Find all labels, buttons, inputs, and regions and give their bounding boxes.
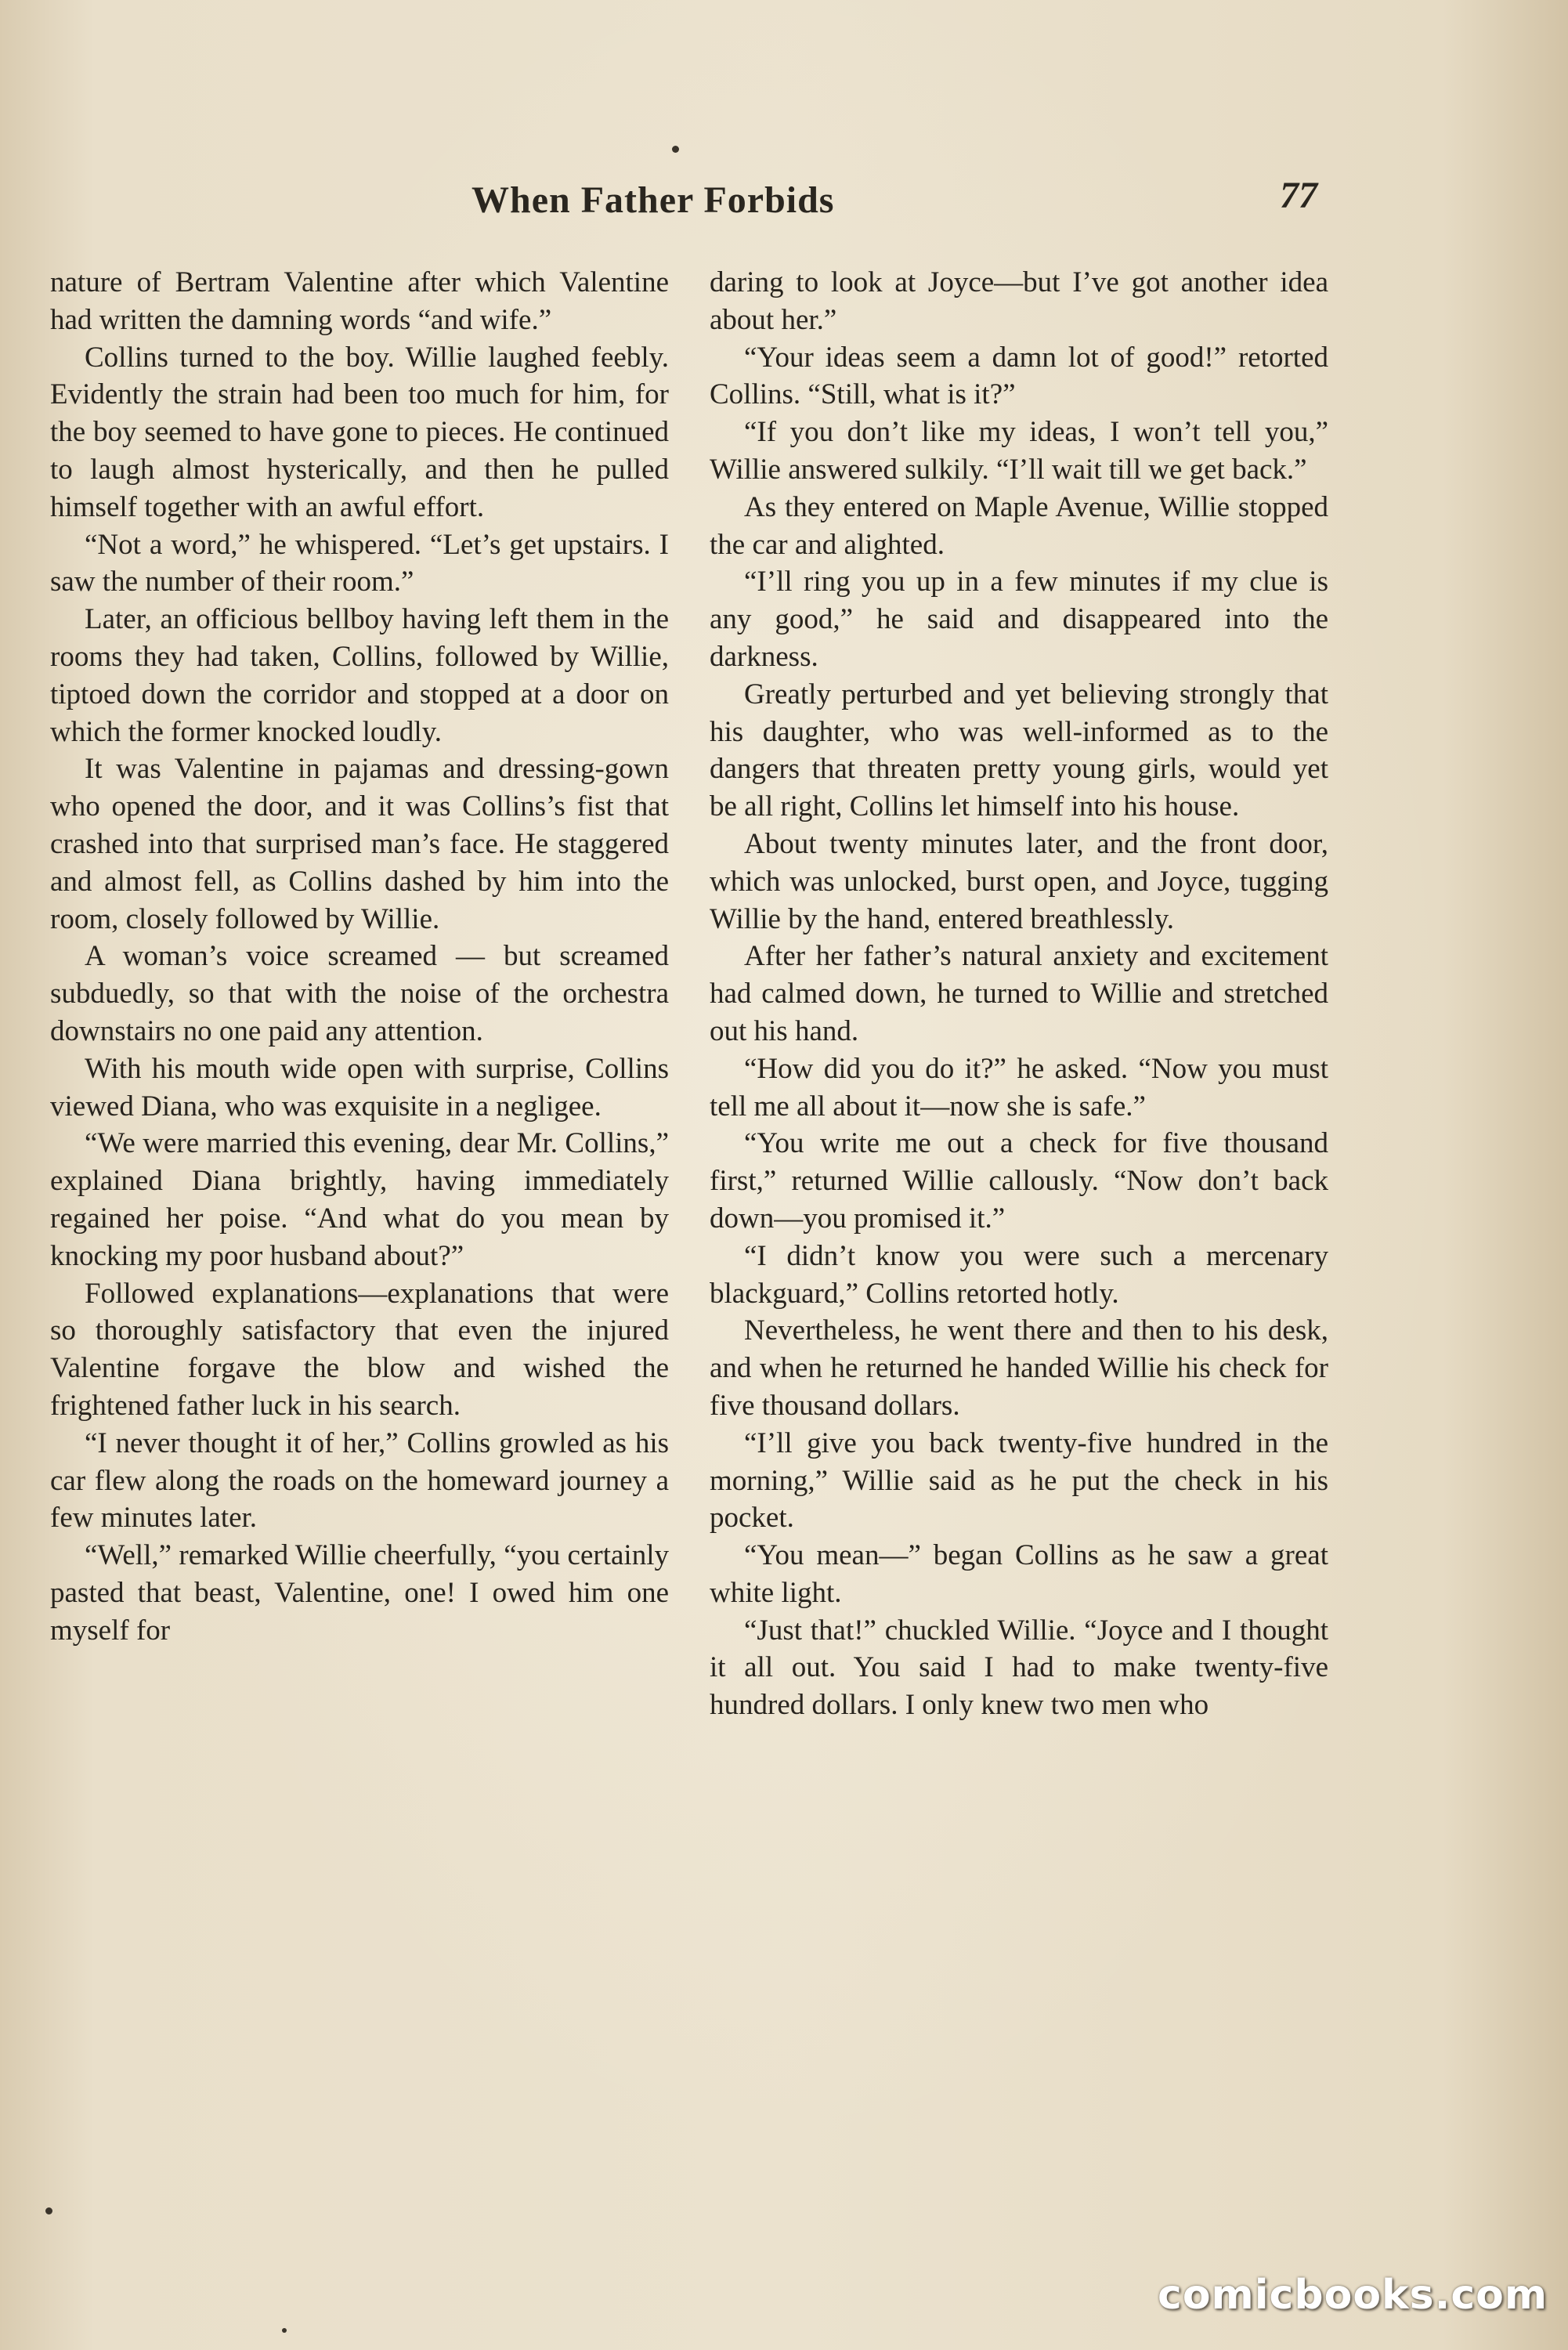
paragraph: “Not a word,” he whispered. “Let’s get upstairs. I saw the number of their room.” [50,528,669,598]
paragraph: A woman’s voice screamed — but screamed subduedly, so that with the noise of the orchestra downstairs no one paid any attention. [50,940,669,1047]
paragraph: “How did you do it?” he asked. “Now you must tell me all about it—now she is safe.” [710,1052,1328,1123]
paragraph: daring to look at Joyce—but I’ve got another idea about her.” [710,266,1328,336]
paragraph: “Just that!” chuckled Willie. “Joyce and I thought it all out. You said I had to make twenty-five hundred dollars. I only knew two men who [710,1614,1328,1722]
running-title: When Father Forbids [471,179,835,221]
paragraph: “I didn’t know you were such a mercenary blackguard,” Collins retorted hotly. [710,1239,1328,1310]
paragraph: “If you don’t like my ideas, I won’t tell you,” Willie answered sulkily. “I’ll wait till we get back.” [710,416,1328,486]
paragraph: nature of Bertram Valentine after which Valentine had written the damning words “and wife.” [50,266,669,336]
paragraph: Later, an officious bellboy having left them in the rooms they had taken, Collins, followed by Willie, tiptoed down the corridor and stopped at a door on which the former knocked loudly. [50,603,669,748]
paragraph: It was Valentine in pajamas and dressing-gown who opened the door, and it was Collins’s fist that crashed into that surprised man’s face. He staggered and almost fell, as Collins dashed by him into the room, closely followed by Willie. [50,753,669,935]
paragraph: “Well,” remarked Willie cheerfully, “you certainly pasted that beast, Valentine, one! I owed him one myself for [50,1539,669,1647]
paragraph: “We were married this evening, dear Mr. Collins,” explained Diana brightly, having immediately regained her poise. “And what do you mean by knocking my poor husband about?” [50,1127,669,1272]
paragraph: Collins turned to the boy. Willie laughed feebly. Evidently the strain had been too much for him, for the boy seemed to have gone to pieces. He continued to laugh almost hysterically, and then he pulled himself together with an awful effort. [50,341,669,523]
left-column [50,264,669,1649]
paragraph: “I’ll give you back twenty-five hundred in the morning,” Willie said as he put the check in his pocket. [710,1426,1328,1535]
paragraph: Greatly perturbed and yet believing strongly that his daughter, who was well-informed as to the dangers that threaten pretty young girls, would yet be all right, Collins let himself into his house. [710,678,1328,823]
watermark-logo: comicbooks.com [1158,2272,1548,2319]
page-number: 77 [1280,175,1317,216]
page-header [0,175,1568,241]
ink-speck [672,146,679,153]
ink-speck [45,2207,52,2214]
paragraph: Nevertheless, he went there and then to his desk, and when he returned he handed Willie his check for five thousand dollars. [710,1314,1328,1422]
paragraph: “I never thought it of her,” Collins growled as his car flew along the roads on the homeward journey a few minutes later. [50,1426,669,1535]
paragraph: “I’ll ring you up in a few minutes if my clue is any good,” he said and disappeared into the darkness. [710,566,1328,673]
right-column [710,264,1328,1724]
paragraph: “You mean—” began Collins as he saw a great white light. [710,1539,1328,1609]
paragraph: With his mouth wide open with surprise, Collins viewed Diana, who was exquisite in a negligee. [50,1052,669,1123]
paragraph: As they entered on Maple Avenue, Willie stopped the car and alighted. [710,490,1328,561]
paragraph: About twenty minutes later, and the front door, which was unlocked, burst open, and Joyce, tugging Willie by the hand, entered breathlessly. [710,827,1328,935]
paragraph: “Your ideas seem a damn lot of good!” retorted Collins. “Still, what is it?” [710,341,1328,411]
paragraph: “You write me out a check for five thousand first,” returned Willie callously. “Now don’t back down—you promised it.” [710,1127,1328,1235]
ink-speck [282,2328,287,2333]
paragraph: After her father’s natural anxiety and excitement had calmed down, he turned to Willie and stretched out his hand. [710,940,1328,1047]
paragraph: Followed explanations—explanations that were so thoroughly satisfactory that even the injured Valentine forgave the blow and wished the frightened father luck in his search. [50,1277,669,1422]
